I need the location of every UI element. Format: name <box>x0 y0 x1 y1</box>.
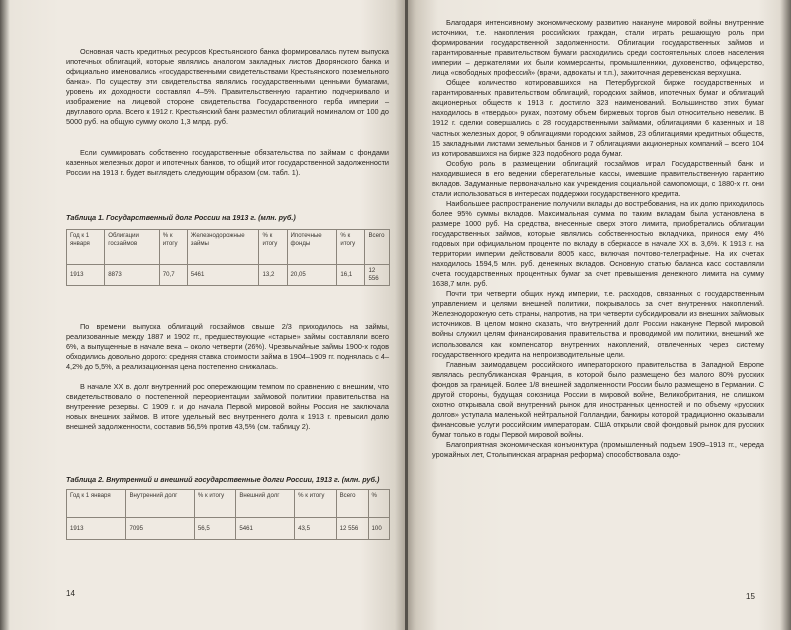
table1-cell: 12 556 <box>365 265 390 286</box>
right-page <box>408 0 791 630</box>
table2-header: Внутренний долг <box>126 490 194 518</box>
right-paragraph: Благодаря интенсивному экономическому развитию накануне мировой войны внутренние источники, т.е. накопления российских граждан, стали играть решающую роль при формировании государственной задолженности. Облигации государственных займов и гарантированные правительством бумаги расходились среди состоятельных слоев населения империи – держателями их были коммерсанты, промышленники, духовенство, офицерство, лица «свободных профессий» (врачи, адвокаты и т.п.), зажиточная деревенская верхушка. <box>432 18 764 78</box>
table2-cell: 7095 <box>126 518 194 540</box>
left-paragraph-3: По времени выпуска облигаций госзаймов свыше 2/3 приходилось на займы, реализованные между 1887 и 1902 гг., предшествующие «старые» займы составляли всего 6%, а выпущенные в начале века – около четверти (26%). Чрезвычайные займы 1900-х годов обходились довольно дорого: средняя ставка стоимости займа в 1904–1909 гг. поднялась с 4–4,2% до 5,5%, а реализационная цена постепенно снижалась. <box>66 322 389 372</box>
table2-header-row <box>67 490 390 518</box>
table2-cell: 12 556 <box>336 518 368 540</box>
left-text-block-3 <box>66 322 389 372</box>
table1-header-row <box>67 230 390 265</box>
table1 <box>66 229 390 286</box>
right-paragraph: Главным заимодавцем российского императорского правительства в Западной Европе являлась республиканская Франция, в которой было размещено без малого 80% русских фондов за границей. Более 1/8 внешней задолженности России было размещено в Германии. С другой стороны, будущая союзница России в мировой войне, Великобритания, не слишком охотно открывала свой внутренний рынок для иностранных ценностей и по объему «русских долгов» уступала маленькой нейтральной Голландии, банкиры которой традиционно оказывали финансовые услуги российским императорам. США открыли свой фондовый рынок для русских бумаг только в годы Первой мировой войны. <box>432 359 764 439</box>
table1-cell: 13,2 <box>259 265 287 286</box>
table1-header: Железнодорожные займы <box>187 230 259 265</box>
table2 <box>66 489 390 540</box>
left-paragraph-4: В начале XX в. долг внутренний рос опережающим темпом по сравнению с внешним, что свидетельствовало о постепенной переориентации займовой политики правительства на внутренние резервы. С 1909 г. и до начала Первой мировой войны Россия не заключала новых внешних займов. В итоге удельный вес внутреннего долга к 1913 г. превысил долю внешней задолженности, составив 56,5% против 43,5% (см. таблицу 2). <box>66 382 389 432</box>
left-paragraph-2: Если суммировать собственно государственные обязательства по займам с фондами казенных железных дорог и ипотечных банков, то общий итог государственной задолженности России на 1913 г. будет выглядеть следующим образом (см. табл. 1). <box>66 148 389 178</box>
right-text-block <box>432 18 764 460</box>
table1-cell: 8873 <box>105 265 159 286</box>
table2-header: Внешний долг <box>236 490 295 518</box>
table2-cell: 56,5 <box>194 518 235 540</box>
table1-header: Облигации госзаймов <box>105 230 159 265</box>
table1-header: % к итогу <box>159 230 187 265</box>
table2-cell: 5461 <box>236 518 295 540</box>
table2-row <box>67 518 390 540</box>
table1-row <box>67 265 390 286</box>
table2-cell: 1913 <box>67 518 126 540</box>
table1-header: Год к 1 января <box>67 230 105 265</box>
right-paragraph: Почти три четверти общих нужд империи, т.е. расходов, связанных с государственным управлением и целями внешней политики, покрывалось за счет внутренних накоплений. Железнодорожную сеть страны, напротив, на три четверти субсидировали из внешних займовых источников. В целом можно сказать, что внутренний долг России накануне Первой мировой войны служил целям финансирования правительства и проводимой им политики, внешний же использовался как компенсатор внутренних накоплений, отвлеченных через систему государственного кредита на непроизводительные цели. <box>432 289 764 359</box>
table1-caption: Таблица 1. Государственный долг России на 1913 г. (млн. руб.) <box>66 213 296 222</box>
page-number-right: 15 <box>746 592 755 601</box>
left-paragraph-1: Основная часть кредитных ресурсов Крестьянского банка формировалась путем выпуска ипотечных облигаций, которые являлись аналогом закладных листов Дворянского банка и официально именовались «государственными свидетельствами Крестьянского поземельного банка». По существу эти свидетельства являлись государственными ценными бумагами, уровень их доходности составлял 4–5%. Правительственную гарантию подчеркивало и изображение на лицевой стороне свидетельства Государственного герба империи – двуглавого орла. Всего к 1912 г. Крестьянский банк разместил облигаций номиналом от 100 до 5000 руб. на общую сумму около 1,3 млрд. руб. <box>66 47 389 127</box>
table1-cell: 5461 <box>187 265 259 286</box>
table2-header: Год к 1 января <box>67 490 126 518</box>
table1-cell: 20,05 <box>287 265 337 286</box>
right-paragraph: Особую роль в размещении облигаций госзаймов играл Государственный банк и находившиеся в его ведении сберегательные кассы, имевшие правительственную гарантию вкладов. Задуманные первоначально как учреждения социальной самопомощи, с 1880-х гг. они стали использоваться в интересах поддержки государственного кредита. <box>432 158 764 198</box>
right-paragraph: Благоприятная экономическая конъюнктура (промышленный подъем 1909–1913 гг., череда урожайных лет, Столыпинская аграрная реформа) способствовала оздо- <box>432 439 764 460</box>
left-text-block-2 <box>66 148 389 178</box>
table1-header: % к итогу <box>337 230 365 265</box>
table1-cell: 70,7 <box>159 265 187 286</box>
left-text-block-4 <box>66 382 389 432</box>
table2-cell: 100 <box>368 518 389 540</box>
table1-header: Всего <box>365 230 390 265</box>
table2-header: % к итогу <box>295 490 336 518</box>
table2-caption: Таблица 2. Внутренний и внешний государственные долги России, 1913 г. (млн. руб.) <box>66 475 380 484</box>
table1-cell: 1913 <box>67 265 105 286</box>
table1-header: Ипотечные фонды <box>287 230 337 265</box>
table2-header: % к итогу <box>194 490 235 518</box>
table2-header: Всего <box>336 490 368 518</box>
right-paragraph: Наибольшее распространение получили вклады до востребования, на их долю приходилось более 95% суммы вкладов. Максимальная сумма по таким вкладам была установлена в размере 1000 руб. На средства, внесенные сверх этого лимита, приобретались облигации государственных займов, которые являлись собственностью вкладчика, принося ему 4% годовых при официальном проценте по вкладу в сберкассе в начале XX в. 3,6%. К 1913 г. на территории империи действовали 8005 касс, включая почтово-телеграфные. На их счетах находилось 1594,5 млн. руб. денежных вкладов. Основную статью баланса касс составляли счета государственных процентных бумаг за счет превышения денежного лимита на сумму 1638,7 млн. руб. <box>432 198 764 289</box>
right-paragraph: Общее количество котировавшихся на Петербургской бирже государственных и гарантированных правительством облигаций, городских займов, ипотечных бумаг и облигаций акционерных обществ к 1913 г. достигло 323 наименований. Большинство этих бумаг находилось в «твердых» руках, поэтому объем биржевых торгов был относительно невелик. В 1912 г. сделки совершались с 28 государственными займами, облигациями 6 казенных и 18 частных железных дорог, 9 облигациями городских займов, 23 облигациями кредитных обществ, 15 закладными листами земельных банков и 7 облигациями акционерных компаний – всего 104 из котировавшихся на бирже 323 подобного рода бумаг. <box>432 78 764 158</box>
left-text-block-1 <box>66 47 389 127</box>
table1-cell: 16,1 <box>337 265 365 286</box>
table2-header: % <box>368 490 389 518</box>
page-number-left: 14 <box>66 589 75 598</box>
table2-cell: 43,5 <box>295 518 336 540</box>
table1-header: % к итогу <box>259 230 287 265</box>
